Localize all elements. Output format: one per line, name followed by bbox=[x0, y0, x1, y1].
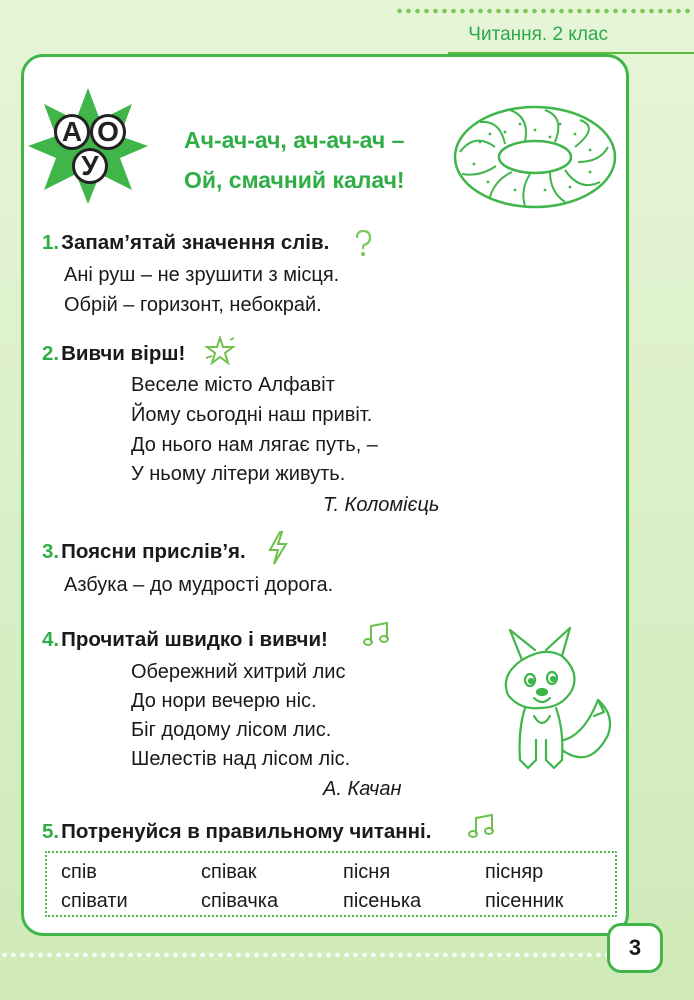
page-header: Читання. 2 клас bbox=[468, 24, 608, 45]
word-item: пісня bbox=[343, 861, 391, 883]
music-note-icon bbox=[362, 620, 392, 648]
music-note-icon bbox=[467, 812, 497, 840]
task-title bbox=[42, 540, 246, 564]
poem-line: Шелестів над лісом ліс. bbox=[131, 748, 351, 770]
poem-line: До нори вечерю ніс. bbox=[131, 690, 317, 712]
question-icon bbox=[352, 228, 374, 258]
word-item: співак bbox=[201, 861, 257, 883]
task-number: 2. bbox=[42, 342, 60, 365]
task-title-text: Вивчи вірш! bbox=[61, 342, 186, 365]
word-item: співати bbox=[61, 890, 128, 912]
word-item: співачка bbox=[201, 890, 279, 912]
word-item: пісенька bbox=[343, 890, 422, 912]
task-text-line: Ані руш – не зрушити з місця. bbox=[64, 264, 340, 286]
poem-line: У ньому літери живуть. bbox=[131, 463, 346, 485]
task-number: 1. bbox=[42, 231, 60, 254]
poem-author: А. Качан bbox=[323, 778, 402, 800]
poem-line: Веселе місто Алфавіт bbox=[131, 374, 335, 396]
poem-author: Т. Коломієць bbox=[323, 494, 440, 516]
word-item: пісенник bbox=[485, 890, 564, 912]
task-title-text: Поясни прислів’я. bbox=[61, 540, 246, 563]
task-text-line: Обрій – горизонт, небокрай. bbox=[64, 294, 322, 316]
proverb-line: Азбука – до мудрості дорога. bbox=[64, 574, 334, 596]
bottom-dots-decoration bbox=[0, 950, 610, 960]
rhyme-line: Ой, смачний калач! bbox=[184, 167, 405, 193]
vowel-letter: У bbox=[72, 148, 108, 184]
page-number: 3 bbox=[607, 923, 663, 973]
word-item: пісняр bbox=[485, 861, 544, 883]
task-number: 3. bbox=[42, 540, 60, 563]
poem-line: До нього нам лягає путь, – bbox=[131, 434, 378, 456]
task-title bbox=[42, 628, 328, 652]
task-title-text: Прочитай швидко і вивчи! bbox=[61, 628, 328, 651]
reading-words-box bbox=[45, 851, 617, 917]
rhyme-line: Ач-ач-ач, ач-ач-ач – bbox=[184, 127, 405, 153]
poem-line: Обережний хитрий лис bbox=[131, 661, 346, 683]
vowel-letter: О bbox=[90, 114, 126, 150]
star-icon bbox=[204, 336, 236, 366]
task-title bbox=[42, 342, 185, 366]
top-dots-decoration bbox=[395, 6, 694, 16]
task-title bbox=[42, 820, 431, 844]
star-shape-icon bbox=[28, 86, 148, 206]
kalach-bread-icon bbox=[450, 102, 620, 212]
task-title-text: Потренуйся в правильному читанні. bbox=[61, 820, 432, 843]
word-item: спів bbox=[61, 861, 97, 883]
poem-line: Йому сьогодні наш привіт. bbox=[131, 404, 373, 426]
task-title-text: Запам’ятай значення слів. bbox=[61, 231, 330, 254]
vowel-letter: А bbox=[54, 114, 90, 150]
task-number: 4. bbox=[42, 628, 60, 651]
lightning-icon bbox=[266, 530, 290, 566]
poem-line: Біг додому лісом лис. bbox=[131, 719, 332, 741]
task-number: 5. bbox=[42, 820, 60, 843]
vowels-star bbox=[28, 86, 148, 206]
fox-illustration bbox=[490, 620, 620, 780]
task-title bbox=[42, 231, 329, 255]
